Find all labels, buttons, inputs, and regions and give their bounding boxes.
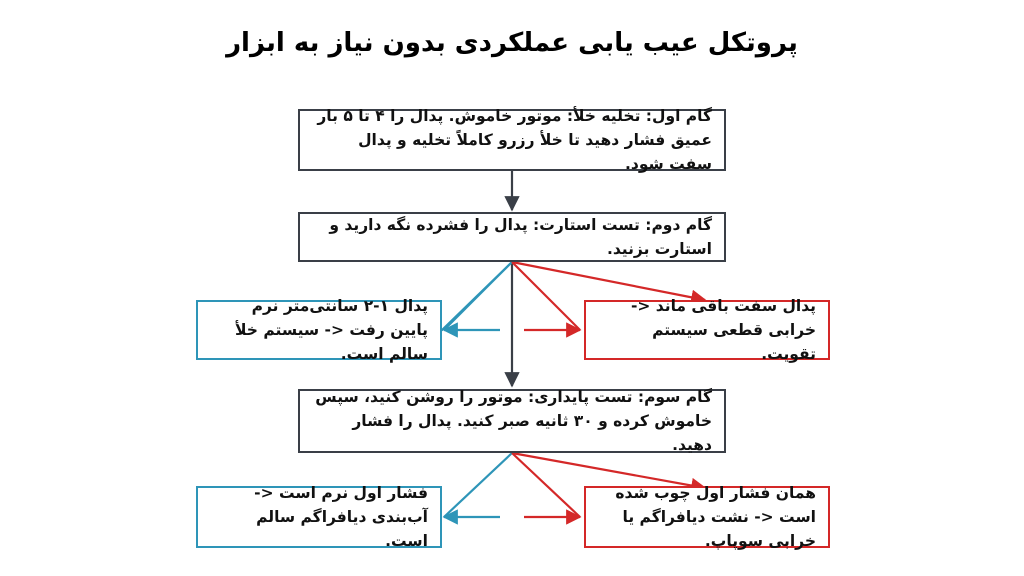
step3-ok-text: فشار اول نرم است <- آب‌بندی دیافراگم سالم است. xyxy=(254,483,428,551)
step3-box xyxy=(298,389,726,453)
step2-text: گام دوم: تست استارت: پدال را فشرده نگه دارید و استارت بزنید. xyxy=(329,215,712,258)
step1-box xyxy=(298,106,726,174)
step2-fail-box xyxy=(584,296,830,364)
step2-box xyxy=(298,212,726,262)
arrow-step3-to-ok xyxy=(444,453,512,517)
step2-ok-box xyxy=(196,296,442,364)
step3-ok-box xyxy=(196,483,442,551)
page-title: پروتکل عیب یابی عملکردی بدون نیاز به ابزار xyxy=(226,28,798,58)
step2-fail-text: پدال سفت باقی ماند <- خرابی قطعی سیستم تقویت. xyxy=(630,296,816,364)
step3-fail-text: همان فشار اول چوب شده است <- نشت دیافراگم یا خرابی سوپاپ. xyxy=(615,483,816,551)
step3-fail-box xyxy=(584,483,830,551)
step2-ok-text: پدال ۱-۲ سانتی‌متر نرم پایین رفت <- سیستم خلأ سالم است. xyxy=(235,296,428,364)
step3-text: گام سوم: تست پایداری: موتور را روشن کنید، سپس خاموش کرده و ۳۰ ثانیه صبر کنید. پدال را فشار دهید. xyxy=(315,387,712,455)
step1-text: گام اول: تخلیه خلأ: موتور خاموش. پدال را ۴ تا ۵ بار عمیق فشار دهید تا خلأ رزرو کاملاً تخلیه و پدال سفت شود. xyxy=(317,106,712,174)
